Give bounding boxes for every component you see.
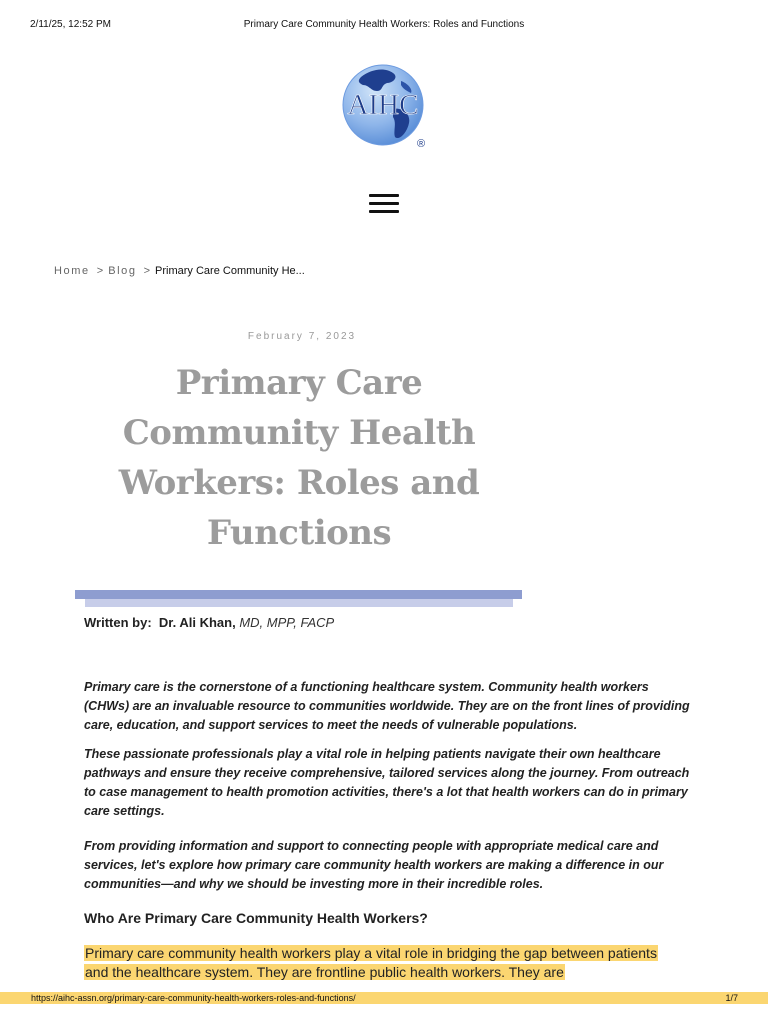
post-title: Primary Care Community Health Workers: Roles and Functions [118, 363, 480, 553]
print-url: https://aihc-assn.org/primary-care-community-health-workers-roles-and-functions/ [31, 993, 356, 1003]
svg-text:AIHC: AIHC [347, 89, 419, 121]
menu-line-icon [369, 210, 399, 213]
print-page-number: 1/7 [725, 993, 738, 1003]
section-heading: Who Are Primary Care Community Health Workers? [84, 910, 428, 926]
print-footer [0, 992, 768, 1004]
title-accent-bar-shadow [85, 599, 513, 607]
breadcrumb-separator: > [143, 265, 151, 277]
highlighted-text: Primary care community health workers play a vital role in bridging the gap between patients and the healthcare system. They are frontline public health workers. They are [85, 945, 657, 980]
aihc-logo[interactable] [341, 61, 429, 153]
body-paragraph: From providing information and support to connecting people with appropriate medical care and services, let's explore how primary care community health workers are making a difference in our communities—and why we should be investing more in their incredible roles. [84, 839, 664, 891]
body-paragraph: These passionate professionals play a vital role in helping patients navigate their own healthcare pathways and ensure they receive comprehensive, tailored services along the journey. From outreach to case management to health promotion activities, there's a lot that health workers can do in primary care settings. [84, 747, 690, 818]
post-date: February 7, 2023 [247, 331, 357, 342]
author-credentials: MD, MPP, FACP [239, 615, 335, 630]
print-header [0, 19, 768, 33]
breadcrumb-home-link[interactable]: Home [54, 265, 90, 277]
breadcrumb [54, 265, 305, 277]
breadcrumb-blog-link[interactable]: Blog [108, 265, 137, 277]
author-name[interactable]: Dr. Ali Khan, [158, 615, 236, 630]
menu-line-icon [369, 202, 399, 205]
highlighted-paragraph [84, 944, 684, 982]
svg-text:®: ® [416, 138, 426, 150]
globe-logo-icon [341, 61, 429, 153]
print-datetime: 2/11/25, 12:52 PM [30, 19, 111, 30]
hamburger-menu-button[interactable] [368, 191, 400, 215]
print-page-title: Primary Care Community Health Workers: Roles and Functions [243, 19, 525, 30]
breadcrumb-separator: > [96, 265, 104, 277]
title-accent-bar [75, 590, 522, 599]
byline-label: Written by: [84, 615, 152, 630]
menu-line-icon [369, 194, 399, 197]
intro-paragraph: Primary care is the cornerstone of a functioning healthcare system. Community health workers (CHWs) are an invaluable resource to communities worldwide. They are on the front lines of providing care, education, and support services to meet the needs of vulnerable populations. [84, 680, 690, 732]
breadcrumb-current: Primary Care Community He... [155, 265, 305, 277]
author-byline [84, 615, 334, 630]
